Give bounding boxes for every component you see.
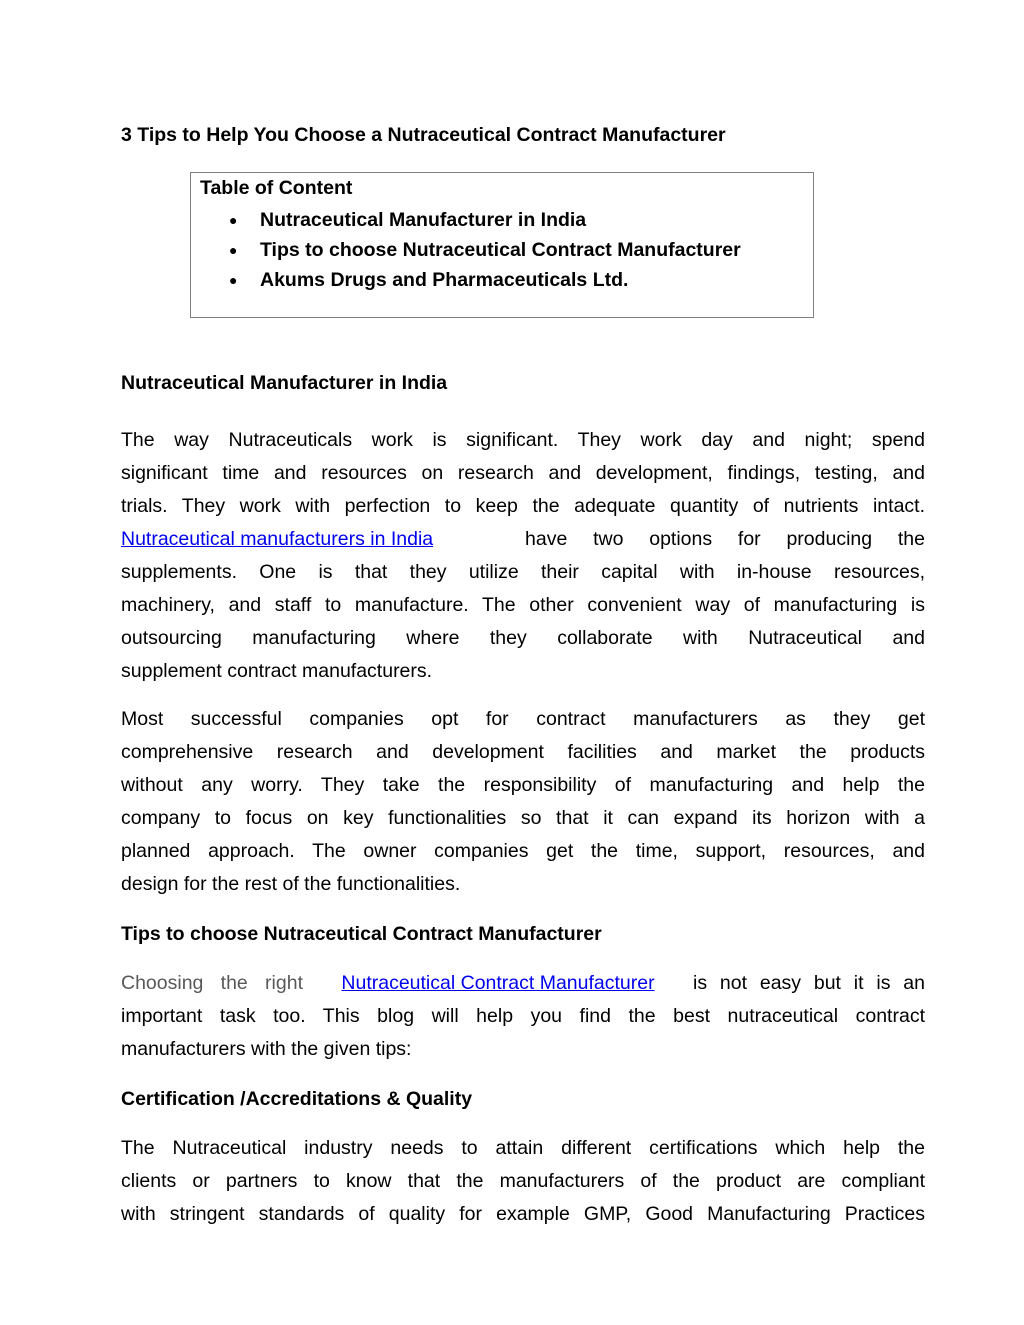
bullet-icon: ● bbox=[229, 212, 238, 228]
section-heading-tips-to-choose: Tips to choose Nutraceutical Contract Manufacturer bbox=[121, 923, 602, 945]
link-trailing-text: is not easy but it is an bbox=[693, 972, 925, 994]
paragraph-line: design for the rest of the functionalities. bbox=[121, 873, 461, 895]
section-heading-certification: Certification /Accreditations & Quality bbox=[121, 1088, 473, 1110]
paragraph-text: Choosing the right bbox=[121, 972, 303, 994]
paragraph-line: clients or partners to know that the manufacturers of the product are compliant bbox=[121, 1170, 925, 1192]
paragraph-line: planned approach. The owner companies get the time, support, resources, and bbox=[121, 840, 925, 862]
paragraph-line: company to focus on key functionalities so that it can expand its horizon with a bbox=[121, 807, 925, 829]
document-title: 3 Tips to Help You Choose a Nutraceutical Contract Manufacturer bbox=[121, 124, 726, 146]
paragraph-line: supplements. One is that they utilize their capital with in-house resources, bbox=[121, 561, 925, 583]
section-heading-nutraceutical-manufacturer: Nutraceutical Manufacturer in India bbox=[121, 372, 448, 394]
paragraph-line: comprehensive research and development facilities and market the products bbox=[121, 741, 925, 763]
toc-item-label: Nutraceutical Manufacturer in India bbox=[260, 209, 587, 231]
paragraph-line: machinery, and staff to manufacture. The other convenient way of manufacturing is bbox=[121, 594, 925, 616]
bullet-icon: ● bbox=[229, 242, 238, 258]
toc-item-label: Tips to choose Nutraceutical Contract Manufacturer bbox=[260, 239, 741, 261]
paragraph-line: without any worry. They take the responsibility of manufacturing and help the bbox=[121, 774, 925, 796]
paragraph-line: with stringent standards of quality for example GMP, Good Manufacturing Practices bbox=[121, 1203, 925, 1225]
paragraph-certifications bbox=[121, 1132, 925, 1231]
toc-heading: Table of Content bbox=[200, 177, 353, 199]
paragraph-line: outsourcing manufacturing where they collaborate with Nutraceutical and bbox=[121, 627, 925, 649]
paragraph-line: important task too. This blog will help you find the best nutraceutical contract bbox=[121, 1005, 925, 1027]
paragraph-line: The way Nutraceuticals work is significant. They work day and night; spend bbox=[121, 429, 925, 451]
bullet-icon: ● bbox=[229, 272, 238, 288]
nutraceutical-contract-manufacturer-link[interactable]: Nutraceutical Contract Manufacturer bbox=[341, 972, 655, 994]
paragraph-line bbox=[121, 967, 925, 1000]
paragraph-line bbox=[121, 523, 925, 556]
table-of-contents bbox=[190, 172, 814, 318]
paragraph-line: significant time and resources on research and development, findings, testing, and bbox=[121, 462, 925, 484]
paragraph-choosing-right bbox=[121, 967, 925, 1066]
paragraph-line: trials. They work with perfection to keep the adequate quantity of nutrients intact. bbox=[121, 495, 925, 517]
paragraph-line: manufacturers with the given tips: bbox=[121, 1038, 412, 1060]
paragraph-line: Most successful companies opt for contract manufacturers as they get bbox=[121, 708, 925, 730]
nutraceutical-manufacturers-india-link[interactable]: Nutraceutical manufacturers in India bbox=[121, 528, 434, 550]
paragraph-line: supplement contract manufacturers. bbox=[121, 660, 433, 682]
paragraph-nutraceuticals-work bbox=[121, 424, 925, 688]
paragraph-successful-companies bbox=[121, 703, 925, 901]
toc-item-label: Akums Drugs and Pharmaceuticals Ltd. bbox=[260, 269, 629, 291]
paragraph-line: The Nutraceutical industry needs to attain different certifications which help the bbox=[121, 1137, 925, 1159]
link-trailing-text: have two options for producing the bbox=[525, 528, 925, 550]
